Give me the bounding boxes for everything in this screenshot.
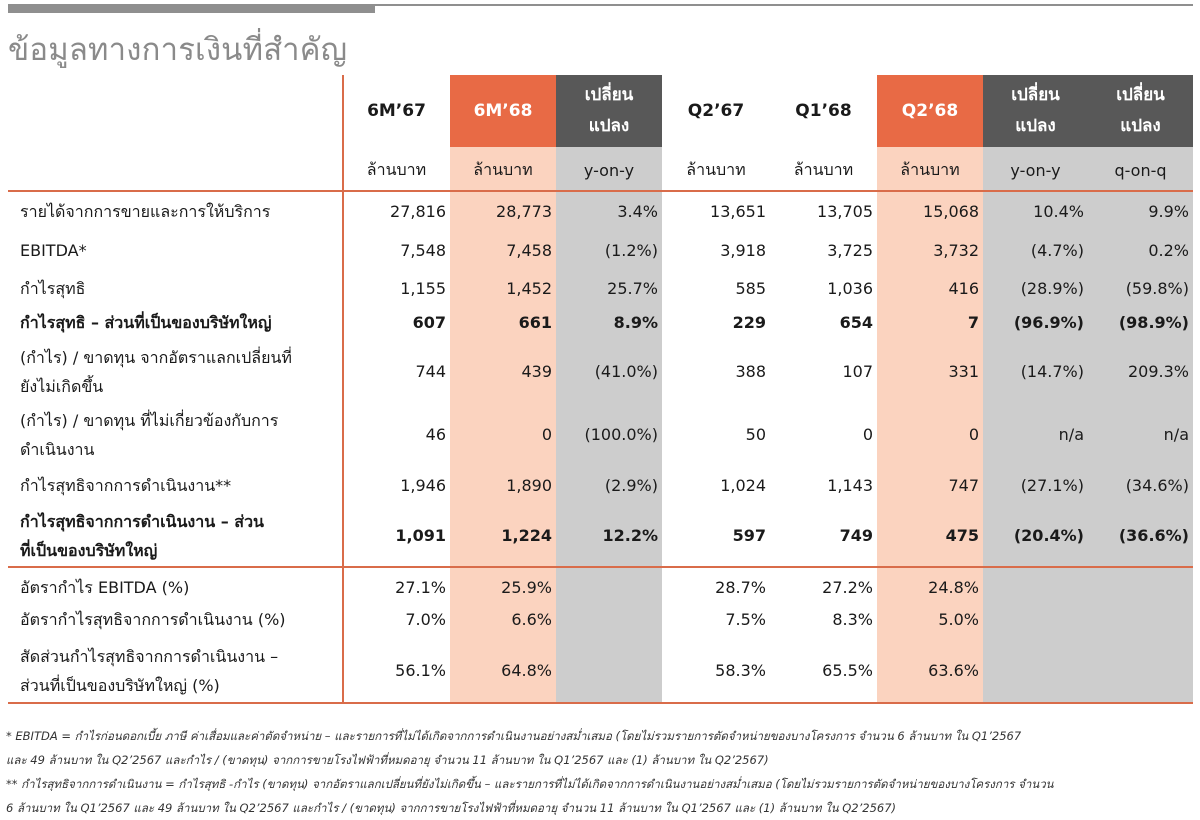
table-cell: (20.4%)	[1013, 526, 1084, 545]
row-label	[20, 406, 278, 464]
row-label-line: กำไรสุทธิ – ส่วนที่เป็นของบริษัทใหญ่	[20, 313, 272, 332]
column-header-line: แปลง	[588, 116, 630, 136]
column-header-line: Q2’68	[901, 100, 959, 121]
table-cell: 475	[945, 526, 979, 545]
table-cell: (34.6%)	[1125, 475, 1189, 495]
row-label	[20, 236, 87, 265]
col-q268-unit: ล้านบาท	[900, 159, 960, 179]
row-label	[20, 471, 231, 500]
table-cell: (100.0%)	[584, 425, 658, 444]
table-cell: (36.6%)	[1118, 526, 1189, 545]
table-cell: 1,452	[506, 278, 552, 298]
column-header-line: Q1’68	[795, 100, 852, 121]
table-cell: 13,651	[710, 201, 766, 221]
footnote-line: และ 49 ล้านบาท ใน Q2’2567 และกำไร / (ขาดทุน) จากการขายโรงไฟฟ้าที่หมดอายุ จำนวน 11 ล้านบาท ใน Q1’2567 และ (1) ล้านบาท ใน Q2’2567)	[6, 753, 769, 767]
table-cell: 654	[839, 312, 873, 332]
table-cell: 7.0%	[405, 609, 446, 629]
table-cell: 585	[735, 278, 766, 298]
row-label-line: รายได้จากการขายและการให้บริการ	[20, 202, 271, 221]
table-cell: 5.0%	[938, 609, 979, 629]
table-cell: 25.7%	[607, 278, 658, 298]
row-label-line: กำไรสุทธิจากการดำเนินงาน**	[20, 476, 232, 495]
table-cell: 1,143	[827, 475, 873, 495]
table-rule	[8, 702, 1193, 704]
row-label-line: อัตรากำไร EBITDA (%)	[20, 578, 190, 597]
table-cell: 27.2%	[822, 577, 873, 597]
column-header-line: เปลี่ยน	[584, 85, 634, 105]
row-label	[20, 605, 286, 634]
col-q267-header	[662, 75, 770, 147]
column-header-line: เปลี่ยน	[1116, 85, 1165, 105]
table-cell: 3,918	[720, 240, 766, 260]
table-cell: 58.3%	[715, 661, 766, 680]
col-yoy-q-unit: y-on-y	[1010, 160, 1061, 180]
footnote-line: * EBITDA = กำไรก่อนดอกเบี้ย ภาษี ค่าเสื่อมและค่าตัดจำหน่าย – และรายการที่ไม่ได้เกิดจากการดำเนินงานอย่างสม่ำเสมอ (โดยไม่รวมรายการตัดจำหน่ายของบางโครงการ จำนวน 6 ล้านบาท ใน Q1’2567	[6, 729, 1022, 743]
table-cell: 749	[839, 526, 873, 545]
table-cell: (27.1%)	[1020, 475, 1084, 495]
table-cell: 10.4%	[1033, 201, 1084, 221]
table-cell: 1,091	[395, 526, 446, 545]
row-label-line: EBITDA*	[20, 241, 87, 260]
table-cell: 12.2%	[602, 526, 658, 545]
table-cell: 0.2%	[1148, 240, 1189, 260]
column-header-line: 6M’68	[473, 100, 533, 121]
table-cell: (4.7%)	[1030, 240, 1084, 260]
table-cell: 15,068	[923, 201, 979, 221]
table-rule	[8, 190, 1193, 192]
table-cell: 7,458	[506, 240, 552, 260]
table-cell: (14.7%)	[1020, 362, 1084, 381]
col-qoq-unit: q-on-q	[1114, 160, 1167, 180]
table-cell: 8.9%	[613, 312, 658, 332]
table-cell: (28.9%)	[1020, 278, 1084, 298]
table-rule	[8, 566, 1193, 568]
table-cell: 28,773	[496, 201, 552, 221]
col-yoy-6m-header	[556, 75, 662, 147]
table-cell: 7,548	[400, 240, 446, 260]
table-cell: 7	[967, 312, 979, 332]
footnote-line: 6 ล้านบาท ใน Q1’2567 และ 49 ล้านบาท ใน Q2’2567 และกำไร / (ขาดทุน) จากการขายโรงไฟฟ้าที่หมดอายุ จำนวน 11 ล้านบาท ใน Q1’2567 และ (1) ล้านบาท ใน Q2’2567)	[6, 801, 897, 815]
table-cell: 27.1%	[395, 577, 446, 597]
table-cell: 3,732	[933, 240, 979, 260]
row-label-line: ส่วนที่เป็นของบริษัทใหญ่ (%)	[20, 676, 220, 695]
row-label	[20, 197, 270, 226]
table-cell: 439	[521, 362, 552, 381]
row-label	[20, 274, 85, 303]
table-cell: 28.7%	[715, 577, 766, 597]
table-cell: (59.8%)	[1125, 278, 1189, 298]
table-cell: (96.9%)	[1013, 312, 1084, 332]
table-cell: 744	[415, 362, 446, 381]
table-cell: 1,224	[501, 526, 552, 545]
table-cell: 64.8%	[501, 661, 552, 680]
col-6m68-header	[450, 75, 556, 147]
col-6m67-header	[343, 75, 450, 147]
table-cell: 24.8%	[928, 577, 979, 597]
table-cell: 331	[948, 362, 979, 381]
table-cell: 1,036	[827, 278, 873, 298]
table-cell: 0	[862, 425, 873, 444]
col-q168-header	[770, 75, 877, 147]
table-cell: (41.0%)	[594, 362, 658, 381]
table-cell: 46	[425, 425, 446, 444]
table-cell: 13,705	[817, 201, 873, 221]
col-yoy-6m-unit: y-on-y	[583, 160, 635, 180]
column-header-line: 6M’67	[367, 100, 426, 121]
table-cell: 597	[732, 526, 766, 545]
table-cell: 6.6%	[511, 609, 552, 629]
table-cell: 607	[412, 312, 446, 332]
col-6m67-unit: ล้านบาท	[366, 159, 427, 179]
row-label-line: กำไรสุทธิจากการดำเนินงาน – ส่วน	[20, 512, 264, 531]
top-rule	[375, 4, 1193, 6]
table-cell: 1,946	[400, 475, 446, 495]
table-cell: 63.6%	[928, 661, 979, 680]
column-header-line: แปลง	[1015, 116, 1056, 136]
col-q268-header	[877, 75, 983, 147]
col-q168-unit: ล้านบาท	[793, 159, 854, 179]
table-cell: 50	[745, 425, 766, 444]
footnote-line: ** กำไรสุทธิจากการดำเนินงาน = กำไรสุทธิ -กำไร (ขาดทุน) จากอัตราแลกเปลี่ยนที่ยังไม่เกิดขึ้น – และรายการที่ไม่ได้เกิดจากการดำเนินงานอย่างสม่ำเสมอ (โดยไม่รวมรายการตัดจำหน่ายของบางโครงการ จำนวน	[6, 777, 1054, 791]
table-cell: 0	[968, 425, 979, 444]
table-cell: 8.3%	[832, 609, 873, 629]
column-header-line: แปลง	[1120, 116, 1161, 136]
table-cell: 27,816	[390, 201, 446, 221]
table-cell: 1,155	[400, 278, 446, 298]
table-cell: 388	[735, 362, 766, 381]
col-qoq-header	[1088, 75, 1193, 147]
row-label-line: (กำไร) / ขาดทุน จากอัตราแลกเปลี่ยนที่	[20, 348, 292, 367]
top-accent-bar	[8, 4, 375, 13]
table-cell: 25.9%	[501, 577, 552, 597]
row-label-line: สัดส่วนกำไรสุทธิจากการดำเนินงาน –	[20, 647, 279, 666]
row-label-line: ดำเนินงาน	[20, 440, 95, 459]
table-cell: 56.1%	[395, 661, 446, 680]
table-cell: 3,725	[827, 240, 873, 260]
col-q267-unit: ล้านบาท	[686, 159, 746, 179]
table-cell: 65.5%	[822, 661, 873, 680]
row-label	[20, 507, 264, 565]
table-cell: (98.9%)	[1118, 312, 1189, 332]
row-label-line: ที่เป็นของบริษัทใหญ่	[20, 541, 158, 560]
column-header-line: Q2’67	[687, 100, 745, 121]
table-cell: n/a	[1058, 425, 1084, 444]
row-label	[20, 343, 292, 401]
table-cell: 0	[541, 425, 552, 444]
row-label-line: (กำไร) / ขาดทุน ที่ไม่เกี่ยวข้องกับการ	[20, 411, 279, 430]
table-cell: 107	[842, 362, 873, 381]
table-cell: 9.9%	[1148, 201, 1189, 221]
row-label-line: ยังไม่เกิดขึ้น	[20, 377, 104, 396]
table-cell: 3.4%	[617, 201, 658, 221]
col-yoy-q-header	[983, 75, 1088, 147]
table-cell: 661	[518, 312, 552, 332]
table-cell: 416	[948, 278, 979, 298]
col-6m68-unit: ล้านบาท	[473, 159, 533, 179]
table-cell: n/a	[1163, 425, 1189, 444]
table-cell: (2.9%)	[604, 475, 658, 495]
table-cell: 209.3%	[1127, 362, 1189, 381]
table-cell: (1.2%)	[604, 240, 658, 260]
table-cell: 747	[948, 475, 979, 495]
table-cell: 1,024	[720, 475, 766, 495]
page-title: ข้อมูลทางการเงินที่สำคัญ	[8, 32, 348, 68]
table-cell: 1,890	[506, 475, 552, 495]
row-label-line: อัตรากำไรสุทธิจากการดำเนินงาน (%)	[20, 610, 286, 629]
column-header-line: เปลี่ยน	[1011, 85, 1060, 105]
row-label	[20, 573, 189, 602]
table-cell: 229	[732, 312, 766, 332]
table-cell: 7.5%	[725, 609, 766, 629]
footnotes	[6, 724, 1196, 820]
row-label	[20, 642, 278, 700]
row-label	[20, 308, 272, 337]
row-label-line: กำไรสุทธิ	[20, 279, 86, 298]
